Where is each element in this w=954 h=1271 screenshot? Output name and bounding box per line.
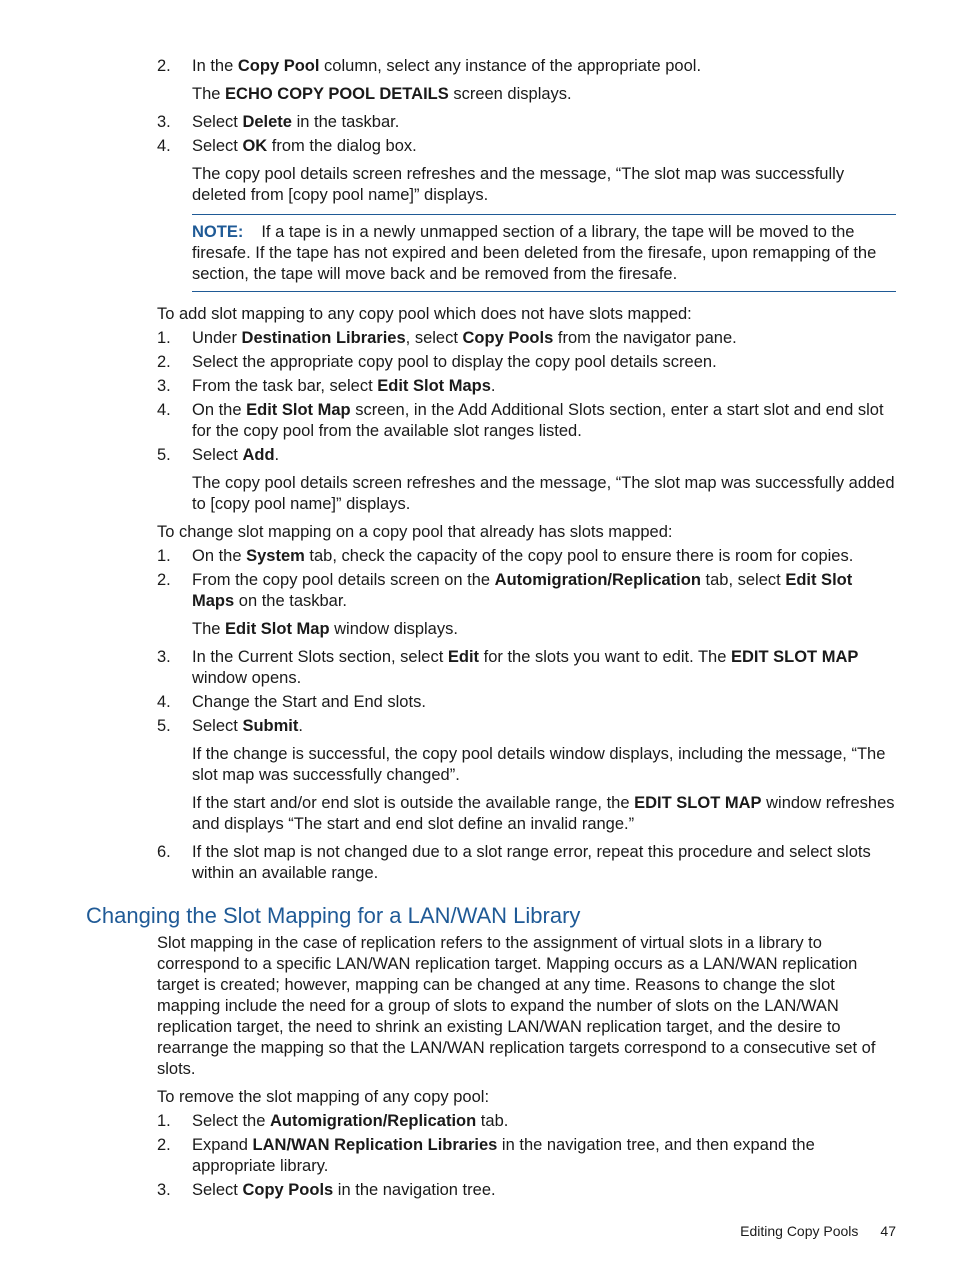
- change-step-5-success: If the change is successful, the copy pool details window displays, including the message, “The slot map was successfully changed”.: [192, 745, 886, 784]
- page-footer: [740, 1222, 896, 1240]
- add-step-5-result: The copy pool details screen refreshes and the message, “The slot map was successfully added to [copy pool name]” displays.: [192, 474, 895, 513]
- step-4-select-ok: 4. Select OK from the dialog box.: [157, 137, 417, 155]
- change-step-2: 2. From the copy pool details screen on the Automigration/Replication tab, select Edit Slot Maps on the taskbar.: [157, 571, 853, 610]
- note-box: [192, 214, 896, 292]
- remove-slot-mapping-intro: To remove the slot mapping of any copy pool:: [157, 1088, 490, 1106]
- step-2-result: The ECHO COPY POOL DETAILS screen displays.: [192, 85, 572, 103]
- note-text: If a tape is in a newly unmapped section of a library, the tape will be moved to the firesafe. If the tape has not expired and been deleted from the firesafe, upon remapping of the section, the tape will move back and be removed from the firesafe.: [192, 223, 877, 283]
- step-number: 2.: [157, 57, 171, 75]
- remove-step-2: 2. Expand LAN/WAN Replication Libraries in the navigation tree, and then expand the appropriate library.: [157, 1136, 815, 1175]
- change-step-6: 6. If the slot map is not changed due to a slot range error, repeat this procedure and select slots within an available range.: [157, 843, 871, 882]
- change-step-1: 1. On the System tab, check the capacity of the copy pool to ensure there is room for copies.: [157, 547, 854, 565]
- section-heading: Changing the Slot Mapping for a LAN/WAN Library: [86, 903, 581, 928]
- footer-section-title: Editing Copy Pools: [740, 1223, 859, 1239]
- change-step-4: 4. Change the Start and End slots.: [157, 693, 426, 711]
- add-step-3: 3. From the task bar, select Edit Slot Maps.: [157, 377, 496, 395]
- change-step-2-result: The Edit Slot Map window displays.: [192, 620, 458, 638]
- add-slot-mapping-intro: To add slot mapping to any copy pool which does not have slots mapped:: [157, 305, 692, 323]
- add-step-4: 4. On the Edit Slot Map screen, in the Add Additional Slots section, enter a start slot and end slot for the copy pool from the available slot ranges listed.: [157, 401, 884, 440]
- step-2-select-copy-pool: 2. In the Copy Pool column, select any instance of the appropriate pool.: [157, 57, 702, 75]
- remove-step-3: 3. Select Copy Pools in the navigation tree.: [157, 1181, 496, 1199]
- add-step-2: 2. Select the appropriate copy pool to display the copy pool details screen.: [157, 353, 717, 371]
- lan-wan-paragraph: Slot mapping in the case of replication refers to the assignment of virtual slots in a library to correspond to a specific LAN/WAN replication target. Mapping occurs as a LAN/WAN replication target is created; however, mapping can be changed at any time. Reasons to change the slot mapping include the need for a group of slots to expand the number of slots on the LAN/WAN replication target, the need to shrink an existing LAN/WAN replication target, and the desire to rearrange the mapping so that the LAN/WAN replication targets correspond to a consecutive set of slots.: [157, 934, 876, 1078]
- step-number: 4.: [157, 137, 171, 155]
- change-step-3: 3. In the Current Slots section, select Edit for the slots you want to edit. The EDIT SLOT MAP window opens.: [157, 648, 859, 687]
- add-step-1: 1. Under Destination Libraries, select Copy Pools from the navigator pane.: [157, 329, 737, 347]
- change-slot-mapping-intro: To change slot mapping on a copy pool that already has slots mapped:: [157, 523, 673, 541]
- step-3-select-delete: 3. Select Delete in the taskbar.: [157, 113, 400, 131]
- remove-step-1: 1. Select the Automigration/Replication tab.: [157, 1112, 509, 1130]
- change-step-5: 5. Select Submit.: [157, 717, 303, 735]
- page-number: 47: [880, 1223, 896, 1239]
- step-number: 3.: [157, 113, 171, 131]
- note-label: NOTE:: [192, 223, 244, 241]
- step-4-result: The copy pool details screen refreshes and the message, “The slot map was successfully deleted from [copy pool name]” displays.: [192, 165, 845, 204]
- change-step-5-invalid-range: If the start and/or end slot is outside the available range, the EDIT SLOT MAP window refreshes and displays “The start and end slot define an invalid range.”: [192, 794, 895, 833]
- add-step-5: 5. Select Add.: [157, 446, 280, 464]
